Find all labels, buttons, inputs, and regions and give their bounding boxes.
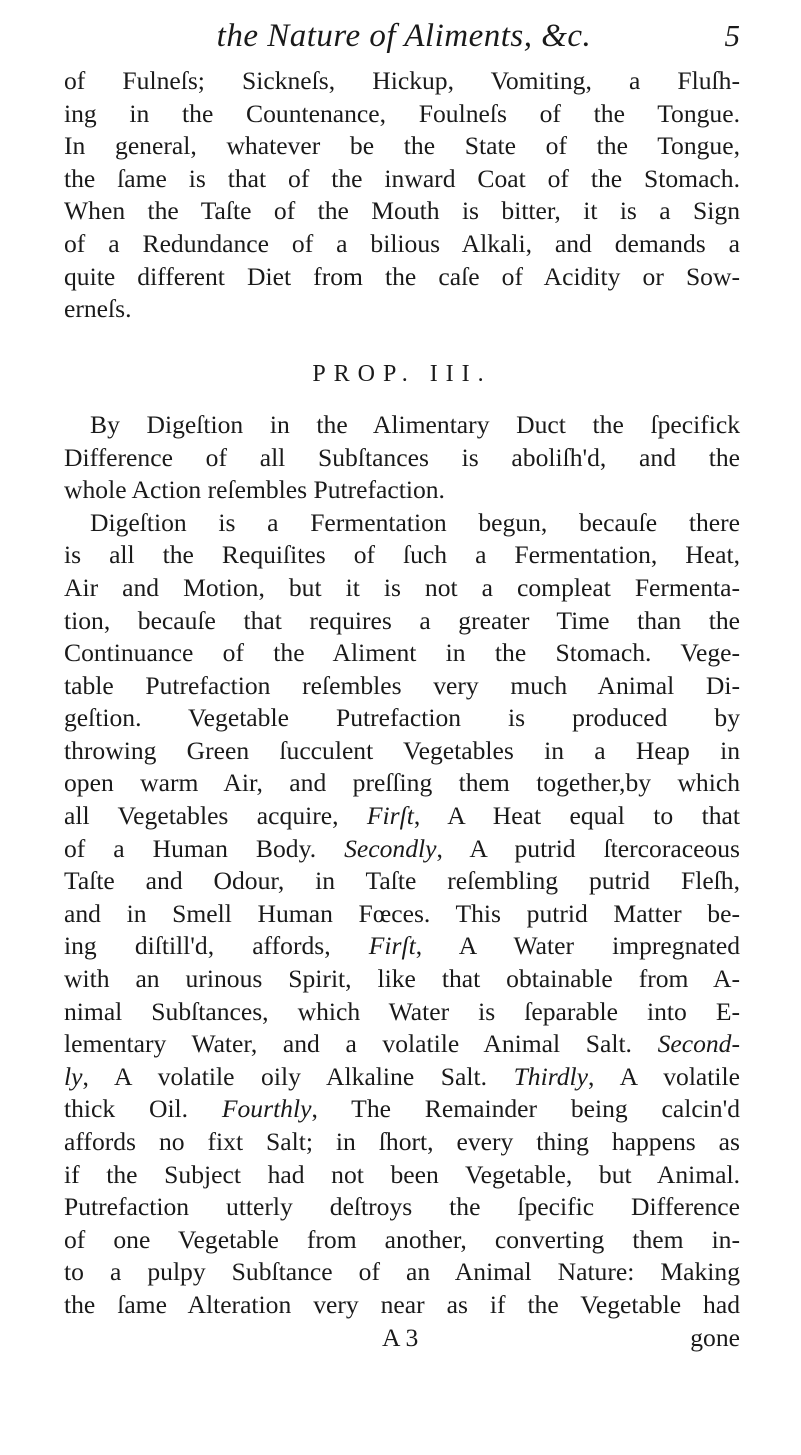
text-line: In general, whatever be the State of the Tongue, <box>64 131 740 161</box>
text-run: , A volatile <box>588 1061 740 1091</box>
catchword: gone <box>690 1322 740 1352</box>
running-head <box>68 18 740 58</box>
text-run: , A Water impregnated <box>415 931 741 961</box>
text-line: of Fulneſs; Sickneſs, Hickup, Vomiting, a Fluſh- <box>64 66 740 95</box>
text-run: thick Oil. <box>64 1094 222 1124</box>
text-line <box>64 800 740 833</box>
text-line: the ſame Alteration very near as if the Vegetable had <box>64 1289 740 1319</box>
text-run: of a Human Body. <box>64 833 345 863</box>
text-line: with an urinous Spirit, like that obtainable from A- <box>64 964 740 994</box>
italic-run: ly <box>64 1061 83 1091</box>
text-line: is all the Requiſites of ſuch a Fermentation, Heat, <box>64 540 740 570</box>
signature-mark: A 3 <box>382 1322 419 1352</box>
proposition-heading: PROP. III. <box>312 361 492 388</box>
text-line: if the Subject had not been Vegetable, but Animal. <box>64 1159 740 1189</box>
text-line: Continuance of the Aliment in the Stomach. Vege- <box>64 638 740 668</box>
spacer <box>64 391 740 409</box>
proposition-text-line: Difference of all Subſtances is aboliſh'd, and the <box>64 442 740 472</box>
text-run: , A volatile oily Alkaline Salt. <box>82 1061 514 1091</box>
text-line: the ſame is that of the inward Coat of the Stomach. <box>64 163 740 193</box>
text-line: When the Taſte of the Mouth is bitter, it is a Sign <box>64 196 740 226</box>
text-line: table Putrefaction reſembles very much Animal Di- <box>64 670 740 700</box>
text-line: Air and Motion, but it is not a compleat Fermenta- <box>64 572 740 602</box>
text-line: and in Smell Human Fœces. This putrid Matter be- <box>64 898 740 928</box>
text-line: of a Redundance of a bilious Alkali, and demands a <box>64 228 740 258</box>
body-text <box>64 65 740 1354</box>
text-run: ing diſtill'd, affords, <box>64 931 369 961</box>
italic-run: Secondly <box>344 833 437 863</box>
text-line <box>64 930 740 963</box>
page-number: 5 <box>724 18 740 53</box>
text-line: nimal Subſtances, which Water is ſeparable into E- <box>64 996 740 1026</box>
italic-run: Firſt <box>366 801 414 831</box>
text-line: affords no fixt Salt; in ſhort, every thing happens as <box>64 1127 740 1156</box>
text-line: throwing Green ſucculent Vegetables in a Heap in <box>64 735 740 765</box>
text-line: tion, becauſe that requires a greater Time than the <box>64 605 740 635</box>
text-run: all Vegetables acquire, <box>64 801 367 831</box>
text-line <box>64 833 740 866</box>
proposition-text-line: whole Action reſembles Putrefaction. <box>64 475 445 505</box>
text-line: open warm Air, and preſſing them together,by which <box>64 768 740 798</box>
text-run: , The Remainder being calcin'd <box>311 1094 740 1124</box>
italic-run: Second- <box>657 1029 740 1059</box>
text-run: , A Heat equal to that <box>413 801 740 831</box>
text-line <box>64 1093 740 1126</box>
text-line: Putrefaction utterly deſtroys the ſpecific Difference <box>64 1192 740 1222</box>
text-line: Digeſtion is a Fermentation begun, becauſe there <box>90 507 740 537</box>
text-line: erneſs. <box>64 294 132 324</box>
text-line <box>64 1028 740 1061</box>
text-line <box>64 1061 740 1094</box>
italic-run: Fourthly <box>221 1094 312 1124</box>
text-run: , A putrid ſtercoraceous <box>436 833 740 863</box>
text-line: Taſte and Odour, in Taſte reſembling putrid Fleſh, <box>64 866 740 896</box>
italic-run: Firſt <box>368 931 416 961</box>
text-line: ing in the Countenance, Foulneſs of the Tongue. <box>64 98 740 128</box>
text-line: geſtion. Vegetable Putrefaction is produced by <box>64 703 740 733</box>
text-run: lementary Water, and a volatile Animal Salt. <box>64 1029 658 1059</box>
italic-run: Thirdly <box>513 1061 588 1091</box>
proposition-text-line: By Digeſtion in the Alimentary Duct the ſpecifick <box>90 409 740 439</box>
running-head-title: the Nature of Aliments, &c. <box>216 18 592 54</box>
spacer <box>64 326 740 359</box>
text-line: to a pulpy Subſtance of an Animal Nature: Making <box>64 1257 740 1287</box>
text-line: of one Vegetable from another, converting them in- <box>64 1224 740 1254</box>
text-line: quite different Diet from the caſe of Acidity or Sow- <box>64 261 740 291</box>
page-footer <box>64 1322 740 1355</box>
